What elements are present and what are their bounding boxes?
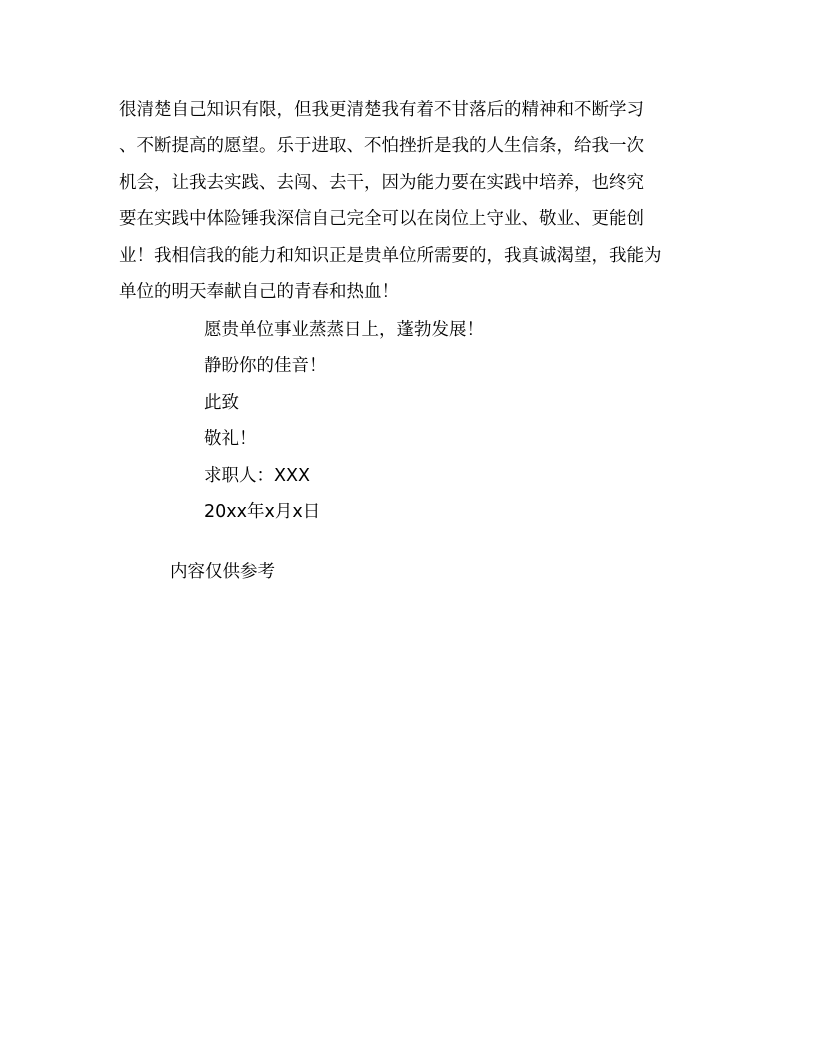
letter-closing [204, 312, 484, 530]
footer-note: 内容仅供参考 [170, 562, 275, 582]
closing-await: 静盼你的佳音！ [204, 356, 327, 377]
body-line: 、不断提高的愿望。乐于进取、不怕挫折是我的人生信条，给我一次 [119, 136, 644, 157]
body-line: 单位的明天奉献自己的青春和热血！ [119, 282, 399, 303]
salutation-line-2: 敬礼！ [204, 429, 257, 450]
body-line: 机会，让我去实践、去闯、去干，因为能力要在实践中培养，也终究 [119, 172, 644, 193]
applicant-signature: 求职人：XXX [204, 465, 310, 486]
letter-body [119, 92, 699, 310]
body-line: 很清楚自己知识有限，但我更清楚我有着不甘落后的精神和不断学习 [119, 100, 644, 120]
salutation-line-1: 此致 [204, 392, 239, 413]
body-line: 业！我相信我的能力和知识正是贵单位所需要的，我真诚渴望，我能为 [119, 245, 662, 266]
letter-date: 20xx年x月x日 [204, 502, 321, 523]
closing-wish: 愿贵单位事业蒸蒸日上，蓬勃发展！ [204, 320, 484, 340]
body-line: 要在实践中体险锤我深信自己完全可以在岗位上守业、敬业、更能创 [119, 209, 644, 230]
